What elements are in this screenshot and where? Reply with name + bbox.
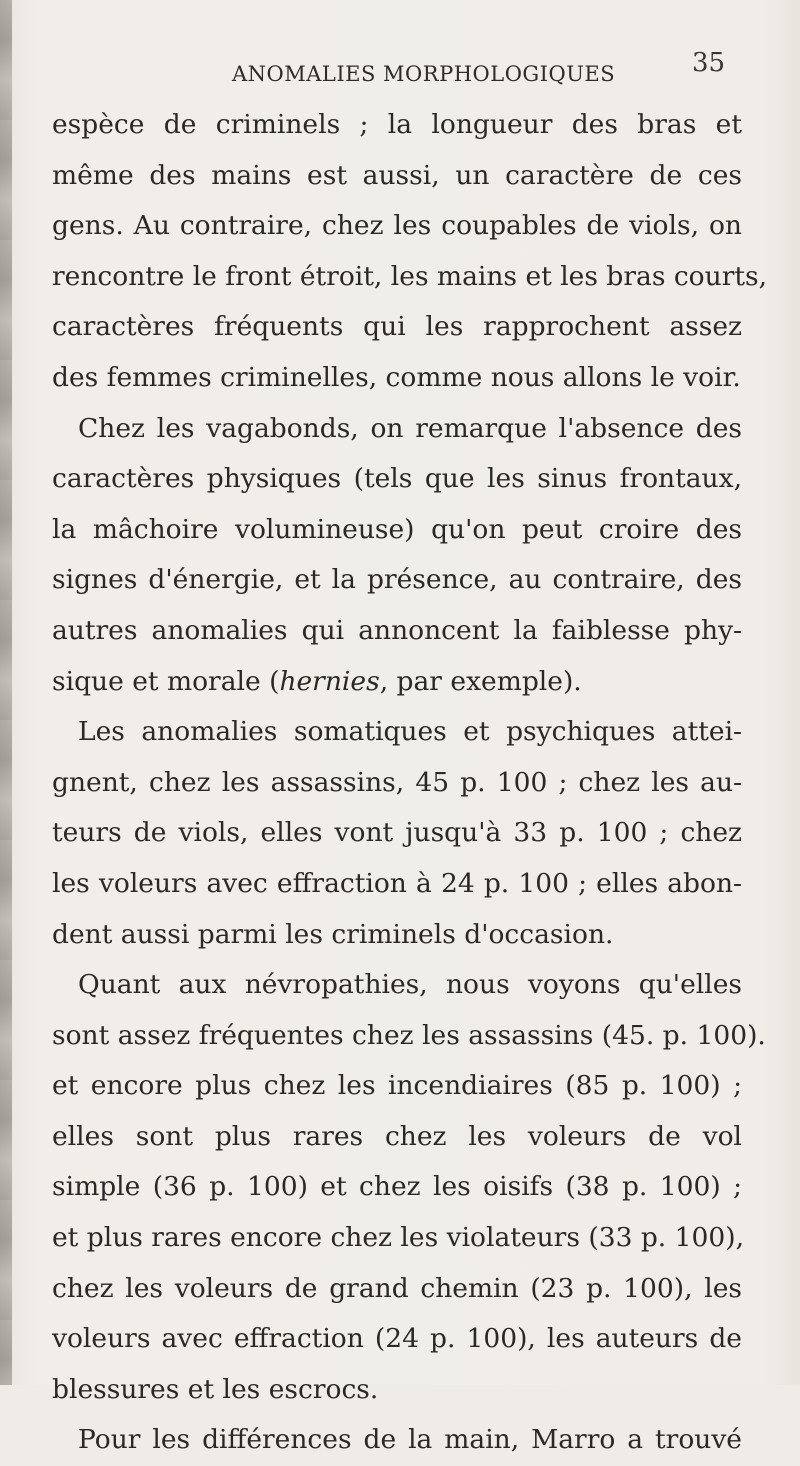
paragraph-start-line: Pour les différences de la main, Marro a trouvé xyxy=(78,1424,742,1456)
paragraph-start-line: Chez les vagabonds, on remarque l'absence des xyxy=(78,412,742,444)
paragraph-start-line: Quant aux névropathies, nous voyons qu'elles xyxy=(78,969,742,1001)
italic-term: hernies xyxy=(279,665,380,697)
text-line: et encore plus chez les incendiaires (85 p. 100) ; xyxy=(52,1070,742,1102)
text-line: même des mains est aussi, un caractère de ces xyxy=(52,159,742,191)
text-line: caractères fréquents qui les rapprochent assez xyxy=(52,311,742,343)
text-line: caractères physiques (tels que les sinus frontaux, xyxy=(52,463,742,495)
text-line: sont assez fréquentes chez les assassins (45. p. 100). xyxy=(52,1019,766,1051)
text-line: rencontre le front étroit, les mains et les bras courts, xyxy=(52,260,768,292)
text-line: autres anomalies qui annoncent la faiblesse phy- xyxy=(52,614,742,646)
text-line: dent aussi parmi les criminels d'occasion. xyxy=(52,918,614,950)
text-line: teurs de viols, elles vont jusqu'à 33 p. 100 ; chez xyxy=(52,817,742,849)
text-line: blessures et les escrocs. xyxy=(52,1373,379,1405)
text-segment: , par exemple). xyxy=(379,665,582,697)
text-line: simple (36 p. 100) et chez les oisifs (38 p. 100) ; xyxy=(52,1171,742,1203)
text-line: les voleurs avec effraction à 24 p. 100 ; elles abon- xyxy=(52,867,742,899)
running-title: ANOMALIES MORPHOLOGIQUES xyxy=(232,62,616,86)
paragraph-start-line: Les anomalies somatiques et psychiques attei- xyxy=(78,716,742,748)
text-line: chez les voleurs de grand chemin (23 p. 100), les xyxy=(52,1272,742,1304)
text-line: voleurs avec effraction (24 p. 100), les auteurs de xyxy=(52,1323,742,1355)
text-line: des femmes criminelles, comme nous allons le voir. xyxy=(52,361,741,393)
text-line xyxy=(52,657,742,708)
text-line: la mâchoire volumineuse) qu'on peut croire des xyxy=(52,513,742,545)
text-line: signes d'énergie, et la présence, au contraire, des xyxy=(52,564,742,596)
text-line: espèce de criminels ; la longueur des bras et xyxy=(52,109,742,140)
page-number: 35 xyxy=(692,48,726,78)
text-line: gens. Au contraire, chez les coupables de viols, on xyxy=(52,210,742,242)
text-line: et plus rares encore chez les violateurs (33 p. 100), xyxy=(52,1222,745,1254)
text-segment: sique et morale ( xyxy=(52,665,280,697)
text-line: elles sont plus rares chez les voleurs de vol xyxy=(52,1120,742,1152)
page-binding-edge xyxy=(0,0,12,1385)
body-text xyxy=(52,100,768,1466)
text-line: gnent, chez les assassins, 45 p. 100 ; chez les au- xyxy=(52,766,742,798)
